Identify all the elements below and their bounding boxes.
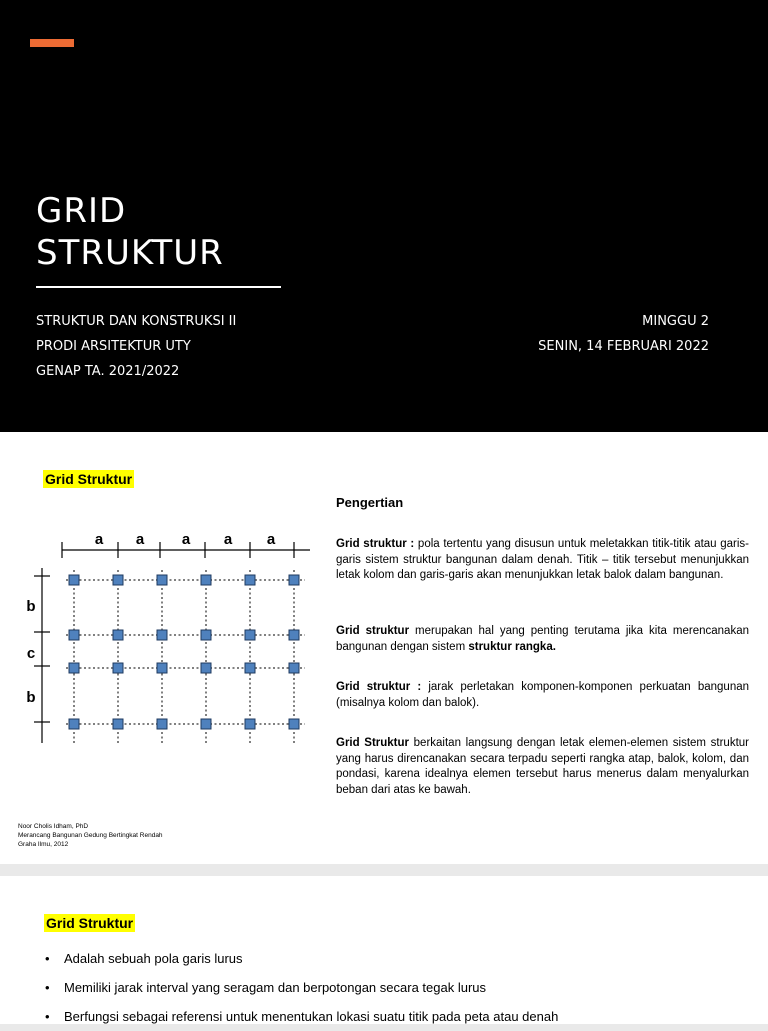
slide-heading: Grid Struktur: [45, 471, 133, 487]
section-heading: Pengertian: [336, 495, 404, 510]
grid-lines: [66, 570, 305, 743]
definition-paragraph-2: [336, 624, 749, 655]
column-node-r1-c4: [201, 575, 211, 585]
term: Grid struktur: [336, 625, 410, 637]
characteristics-slide: [0, 876, 768, 1024]
session-date: SENIN, 14 FEBRUARI 2022: [538, 339, 709, 354]
week-label: MINGGU 2: [642, 314, 709, 329]
definition-text: berkaitan langsung dengan letak elemen-elemen sistem struktur yang harus direncanakan secara terpadu seperti rangka atap, balok, kolom, dan pondasi, karena idealnya elemen tersebut harus menerus dalam menyalurkan beban dari atas ke bawah.: [336, 737, 749, 796]
bullet-list: [45, 944, 558, 1031]
list-item: [45, 1002, 558, 1031]
top-label-1: a: [94, 531, 104, 548]
slide-heading: Grid Struktur: [46, 915, 134, 931]
top-label-2: a: [135, 531, 145, 548]
emphasis: struktur rangka.: [468, 640, 556, 653]
column-node-r3-c1: [69, 663, 79, 673]
definition-text: jarak perletakan komponen-komponen perkuatan bangunan (misalnya kolom dan balok).: [336, 681, 749, 709]
list-item: [45, 973, 558, 1002]
definition-paragraph-1: [336, 537, 749, 584]
list-item: [45, 944, 558, 973]
program-name: PRODI ARSITEKTUR UTY: [36, 339, 191, 354]
bullet-icon: •: [45, 1009, 50, 1024]
definition-text: pola tertentu yang disusun untuk meletakkan titik-titik atau garis-garis sistem struktur bangunan dalam denah. Titik – titik tersebut menunjukkan letak kolom dan garis-garis akan menunjukkan letak balok dalam bangunan.: [336, 538, 750, 581]
term: Grid struktur :: [336, 681, 422, 693]
academic-term: GENAP TA. 2021/2022: [36, 364, 180, 379]
course-name: STRUKTUR DAN KONSTRUKSI II: [36, 314, 237, 329]
column-node-r4-c5: [245, 719, 255, 729]
bullet-icon: •: [45, 951, 50, 966]
grid-labels: [26, 531, 275, 706]
column-node-r3-c4: [201, 663, 211, 673]
bullet-icon: •: [45, 980, 50, 995]
column-node-r3-c6: [289, 663, 299, 673]
definition-paragraph-3: [336, 680, 749, 711]
definition-slide: [0, 432, 768, 864]
citation-publisher: Graha Ilmu, 2012: [18, 841, 69, 848]
column-node-r4-c4: [201, 719, 211, 729]
column-node-r2-c2: [113, 630, 123, 640]
column-node-r3-c3: [157, 663, 167, 673]
title-slide: [0, 0, 768, 432]
side-label-2: c: [26, 645, 36, 662]
column-node-r1-c2: [113, 575, 123, 585]
citation-book: Merancang Bangunan Gedung Bertingkat Rendah: [18, 832, 163, 839]
column-node-r1-c3: [157, 575, 167, 585]
term: Grid struktur :: [336, 538, 415, 550]
citation-author: Noor Cholis Idham, PhD: [18, 823, 89, 830]
dimension-lines: [34, 542, 310, 743]
top-label-3: a: [181, 531, 191, 548]
slide-title-line-1: GRID: [36, 191, 127, 231]
top-label-4: a: [223, 531, 233, 548]
source-citation: [18, 822, 163, 849]
column-node-r2-c6: [289, 630, 299, 640]
accent-bar: [30, 39, 74, 47]
course-info: [36, 309, 236, 384]
column-node-r2-c4: [201, 630, 211, 640]
column-node-r1-c5: [245, 575, 255, 585]
bullet-text: Memiliki jarak interval yang seragam dan berpotongan secara tegak lurus: [64, 980, 486, 995]
column-node-r4-c1: [69, 719, 79, 729]
column-node-r4-c6: [289, 719, 299, 729]
slide-title: [36, 190, 224, 274]
column-node-r1-c1: [69, 575, 79, 585]
column-nodes: [69, 575, 299, 729]
column-node-r2-c3: [157, 630, 167, 640]
slide-title-line-2: STRUKTUR: [36, 233, 224, 273]
column-node-r4-c3: [157, 719, 167, 729]
side-label-3: b: [26, 689, 36, 706]
side-label-1: b: [26, 598, 36, 615]
grid-structure-diagram: [20, 528, 320, 758]
column-node-r2-c5: [245, 630, 255, 640]
column-node-r3-c5: [245, 663, 255, 673]
session-info: [538, 309, 709, 359]
column-node-r4-c2: [113, 719, 123, 729]
term: Grid Struktur: [336, 737, 410, 749]
bullet-text: Adalah sebuah pola garis lurus: [64, 951, 243, 966]
column-node-r3-c2: [113, 663, 123, 673]
bullet-text: Berfungsi sebagai referensi untuk menentukan lokasi suatu titik pada peta atau denah: [64, 1009, 559, 1024]
top-label-5: a: [266, 531, 276, 548]
definition-text: merupakan hal yang penting terutama jika kita merencanakan bangunan dengan sistem: [336, 625, 749, 653]
column-node-r1-c6: [289, 575, 299, 585]
definition-paragraph-4: [336, 736, 749, 798]
column-node-r2-c1: [69, 630, 79, 640]
title-divider: [36, 286, 281, 288]
